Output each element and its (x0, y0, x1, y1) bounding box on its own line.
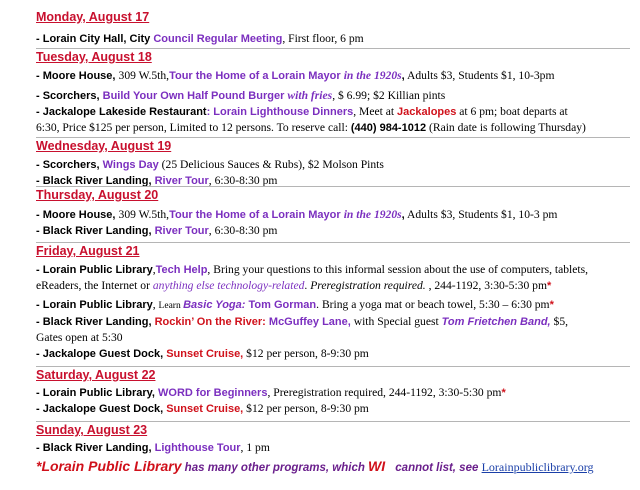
event-line (36, 32, 630, 46)
event-text: Rockin’ On the River: (154, 316, 269, 328)
event-text: Tour the Home of a Lorain Mayor (169, 209, 344, 221)
divider (36, 48, 630, 49)
event-text: , 6:30-8:30 pm (208, 224, 278, 237)
event-text: with fries (287, 89, 333, 102)
day-heading: Tuesday, August 18 (36, 50, 152, 64)
event-text: - Black River Landing, (36, 175, 155, 187)
footer-lead: *Lorain Public Library (36, 458, 182, 474)
library-website-link[interactable]: Lorainpubliclibrary.org (481, 460, 594, 474)
event-text: Tech Help (155, 264, 208, 276)
event-text: - Lorain City Hall, City (36, 33, 154, 45)
event-line (36, 263, 630, 277)
event-text: anything else technology-related (152, 279, 305, 292)
event-text: $12 per person, 8-9:30 pm (243, 402, 369, 415)
event-text: , 1 pm (240, 441, 270, 454)
event-text: (25 Delicious Sauces & Rubs), $2 Molson Pints (158, 158, 384, 171)
event-text: 309 W.5th, (118, 69, 170, 82)
event-text: , Preregistration required, 244-1192, 3:30-5:30 pm (267, 386, 502, 399)
event-text: $5, (550, 315, 569, 328)
event-line (36, 441, 630, 455)
event-text: - Jackalope Guest Dock, (36, 403, 167, 415)
event-text: in the 1920s (343, 69, 402, 82)
event-text: Jackalopes (397, 106, 457, 118)
event-text: River Tour (154, 225, 209, 237)
event-text: - Jackalope Lakeside Restaurant (36, 106, 207, 118)
event-text: Sunset Cruise, (166, 403, 244, 415)
event-text: at 6 pm; boat departs at (456, 105, 568, 118)
event-text: Learn (158, 301, 184, 311)
event-text: River Tour (154, 175, 209, 187)
event-text: - Lorain Public Library (36, 264, 153, 276)
footer-tail: cannot list, see (392, 462, 482, 474)
event-line (36, 121, 630, 135)
event-line (36, 224, 630, 238)
event-line (36, 158, 630, 172)
event-text: Basic Yoga: (183, 299, 246, 311)
event-text: Wings Day (102, 159, 159, 171)
event-line (36, 208, 630, 222)
event-text: - Lorain Public Library, (36, 387, 159, 399)
footer-middle: has many other programs, which (181, 462, 369, 474)
event-text: - Jackalope Guest Dock, (36, 348, 167, 360)
event-text: 6:30, Price $125 per person, Limited to 12 persons. To reserve call: (36, 121, 351, 134)
event-line (36, 402, 630, 416)
event-text: - Black River Landing, (36, 442, 155, 454)
event-text: with Special guest (350, 315, 442, 328)
event-text: , $ 6.99; $2 Killian pints (332, 89, 446, 102)
event-line (36, 89, 630, 103)
event-text: Preregistration required. (310, 279, 426, 292)
event-text: Lighthouse Tour (154, 442, 241, 454)
event-text: , (401, 209, 405, 221)
event-text: . (304, 279, 311, 292)
event-text: eReaders, the Internet or (36, 279, 153, 292)
event-text: (Rain date is following Thursday) (426, 121, 586, 134)
event-text: (440) 984-1012 (350, 122, 427, 134)
day-heading: Friday, August 21 (36, 244, 140, 258)
divider (36, 186, 630, 187)
day-heading: Sunday, August 23 (36, 423, 148, 437)
event-text: Council Regular Meeting (153, 33, 283, 45)
event-text: $12 per person, 8-9:30 pm (243, 347, 369, 360)
wi-logo (368, 459, 392, 478)
event-text: Adults $3, Students $1, 10-3pm (404, 69, 555, 82)
event-text: - Moore House, (36, 70, 119, 82)
event-text: in the 1920s (343, 208, 402, 221)
event-line (36, 279, 630, 293)
event-text: , Meet at (353, 105, 398, 118)
event-text: 309 W.5th, (118, 208, 170, 221)
event-text: Tom Gorman (245, 299, 317, 311)
event-text: , 244-1192, 3:30-5:30 pm (425, 279, 547, 292)
event-text: * (549, 299, 554, 311)
event-line (36, 331, 630, 345)
event-text: : Lorain Lighthouse Dinners (206, 106, 354, 118)
day-heading: Saturday, August 22 (36, 368, 156, 382)
event-text: , First floor, 6 pm (282, 32, 364, 45)
event-text: , (152, 298, 159, 311)
event-line (36, 347, 630, 361)
day-heading: Wednesday, August 19 (36, 139, 172, 153)
event-text: Adults $3, Students $1, 10-3 pm (404, 208, 558, 221)
event-text: , (152, 263, 156, 276)
event-text: - Black River Landing, (36, 316, 155, 328)
divider (36, 242, 630, 243)
event-text: - Lorain Public Library (36, 299, 153, 311)
event-text: - Scorchers, (36, 159, 103, 171)
divider (36, 421, 630, 422)
event-text: * (501, 387, 506, 399)
event-text: . Bring a yoga mat or beach towel, 5:30 – 6:30 pm (316, 298, 550, 311)
event-text: Build Your Own Half Pound Burger (102, 90, 288, 102)
event-text: Tour the Home of a Lorain Mayor (169, 70, 344, 82)
logo-text: WI (368, 459, 386, 473)
event-text: WORD for Beginners (158, 387, 268, 399)
event-line (36, 386, 630, 400)
event-text: Gates open at 5:30 (36, 331, 123, 344)
event-text: , 6:30-8:30 pm (208, 174, 278, 187)
event-line (36, 315, 630, 329)
event-text: , Bring your questions to this informal session about the use of computers, tablets, (207, 263, 589, 276)
event-text: McGuffey Lane, (268, 316, 351, 328)
event-line (36, 105, 630, 119)
event-text: - Black River Landing, (36, 225, 155, 237)
event-text: - Scorchers, (36, 90, 103, 102)
day-heading: Monday, August 17 (36, 10, 150, 24)
event-text: Sunset Cruise, (166, 348, 244, 360)
event-text: - Moore House, (36, 209, 119, 221)
divider (36, 137, 630, 138)
event-line (36, 298, 630, 313)
event-text: , (401, 70, 405, 82)
divider (36, 366, 630, 367)
day-heading: Thursday, August 20 (36, 188, 159, 202)
event-line (36, 69, 630, 83)
event-text: * (547, 280, 552, 292)
event-text: Tom Frietchen Band, (441, 316, 551, 328)
